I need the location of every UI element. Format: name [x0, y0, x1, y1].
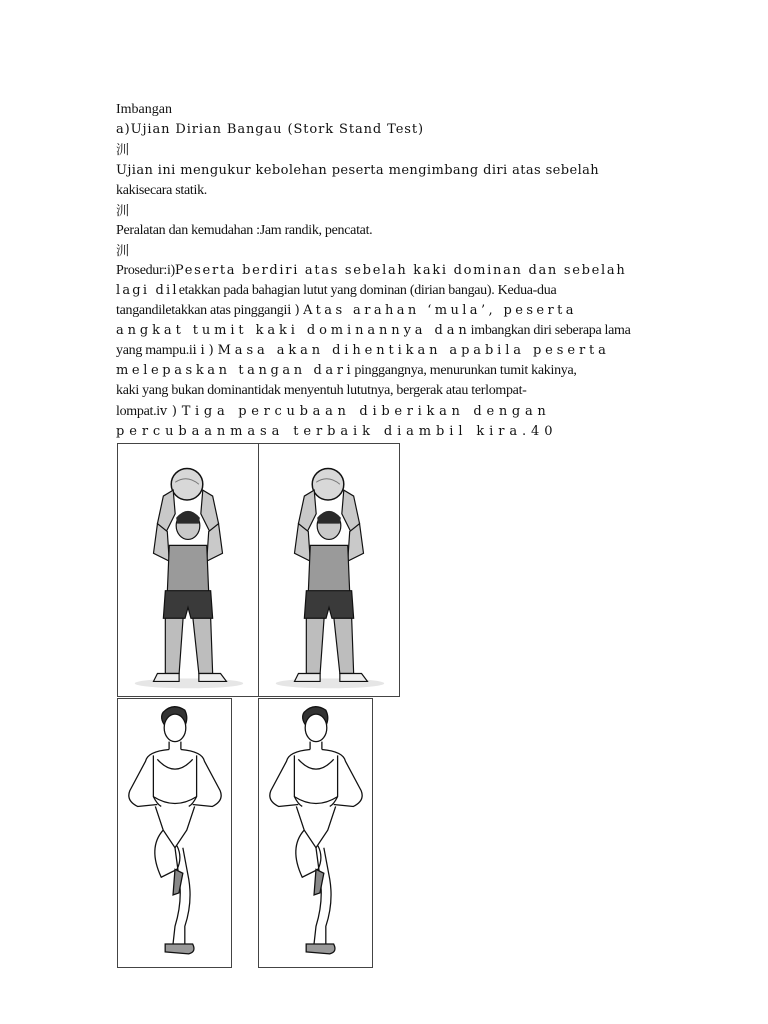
person-ball-illustration [259, 444, 399, 696]
equipment-line: Peralatan dan kemudahan :Jam randik, pencatat. [116, 223, 373, 238]
bullet-glyph-3: 汌 [116, 243, 130, 258]
figure-stork-stand-1 [117, 698, 232, 968]
test-title: a)Ujian Dirian Bangau (Stork Stand Test) [116, 122, 424, 137]
stork-stand-illustration [118, 699, 231, 967]
procedure-text: v)Tiga percubaan diberikan dengan [159, 404, 551, 419]
description-line-2: kakisecara statik. [116, 183, 208, 198]
procedure-text: tangandiletakkan atas pinggangi [116, 303, 288, 318]
procedure-line-6 [116, 362, 577, 380]
procedure-text: ii)Masa akan dihentikan apabila peserta [192, 343, 610, 358]
procedure-text: imbangkan diri seberapa lama [470, 323, 631, 338]
procedure-line-7: kaki yang bukan dominantidak menyentuh lututnya, bergerak atau terlompat- [116, 383, 527, 398]
figure-ball-overhead-2 [258, 443, 400, 697]
procedure-text: etakkan pada bahagian lutut yang dominan (dirian bangau). Kedua-dua [178, 283, 557, 298]
figure-stork-stand-2 [258, 698, 373, 968]
procedure-line-1 [116, 262, 626, 280]
procedure-line-8 [116, 403, 550, 421]
procedure-line-2 [116, 282, 556, 300]
section-heading: Imbangan [116, 102, 172, 117]
figure-ball-overhead-1 [117, 443, 259, 697]
stork-stand-illustration [259, 699, 372, 967]
procedure-label: Prosedur:i) [116, 263, 175, 278]
procedure-text: melepaskan tangan dari [116, 363, 355, 378]
procedure-text: yang mampu.i [116, 343, 193, 358]
procedure-line-5 [116, 342, 610, 360]
procedure-line-4 [116, 322, 631, 340]
procedure-text: angkat tumit kaki dominannya dan [116, 323, 471, 338]
bullet-glyph-1: 汌 [116, 142, 130, 157]
procedure-line-3 [116, 302, 577, 320]
procedure-line-9: percubaanmasa terbaik diambil kira.40 [116, 424, 558, 439]
bullet-glyph-2: 汌 [116, 203, 130, 218]
description-line-1: Ujian ini mengukur kebolehan peserta mengimbang diri atas sebelah [116, 163, 600, 178]
procedure-text: lagi dil [116, 283, 179, 298]
procedure-text: Peserta berdiri atas sebelah kaki dominan dan sebelah [174, 263, 627, 278]
procedure-text: pinggangnya, menurunkan tumit kakinya, [354, 363, 577, 378]
procedure-text: lompat.i [116, 404, 160, 419]
person-ball-illustration [118, 444, 258, 696]
procedure-text: i)Atas arahan ‘mula’, peserta [287, 303, 577, 318]
